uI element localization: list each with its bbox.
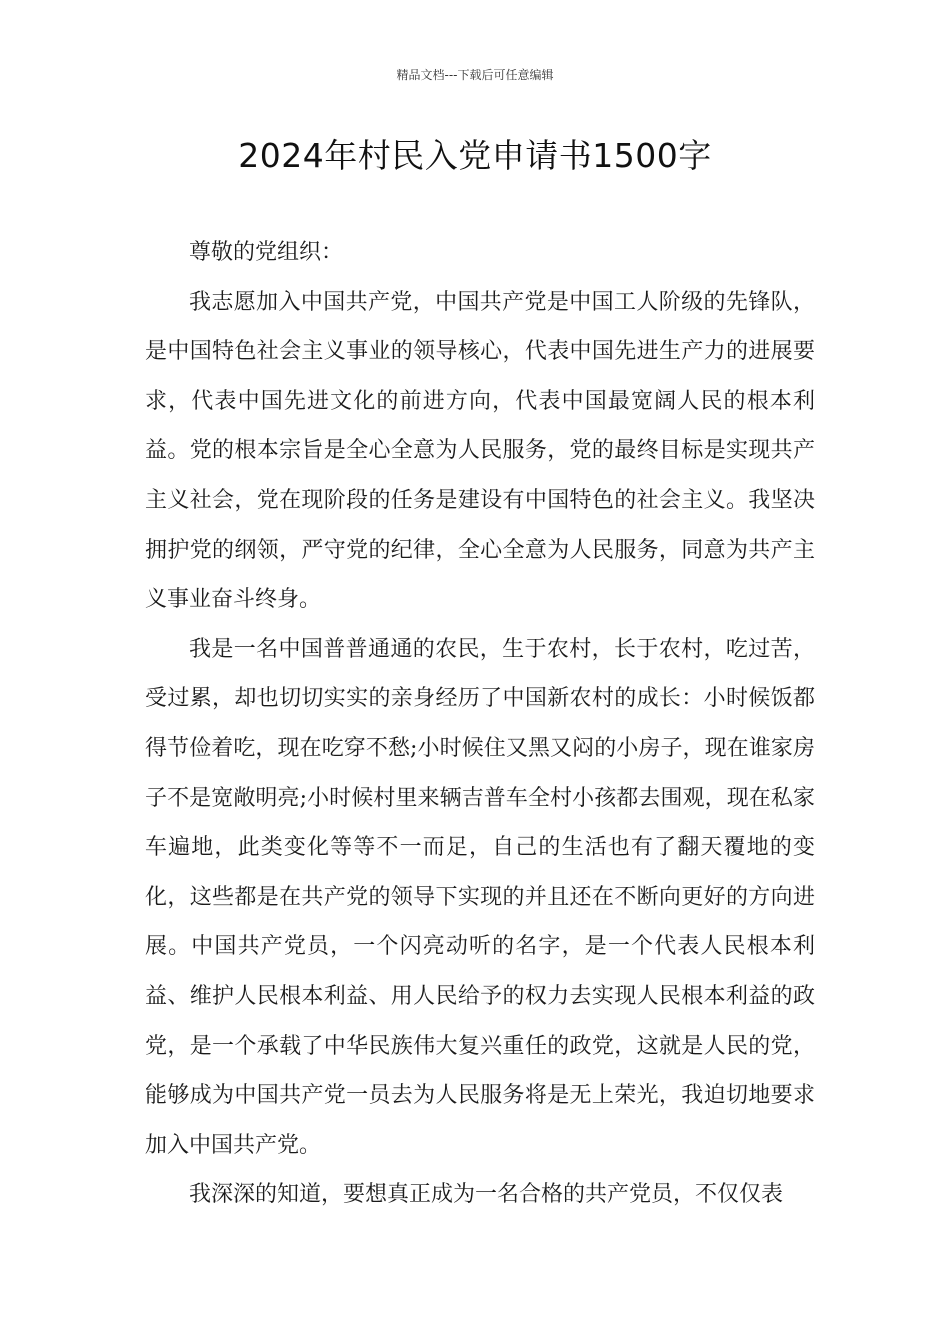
paragraph-2: 我是一名中国普普通通的农民，生于农村，长于农村，吃过苦，受过累，却也切切实实的亲身经历了中国新农村的成长：小时候饭都得节俭着吃，现在吃穿不愁;小时候住又黑又闷的小房子，现在谁家房子不是宽敞明亮;小时候村里来辆吉普车全村小孩都去围观，现在私家车遍地，此类变化等等不一而足，自己的生活也有了翻天覆地的变化，这些都是在共产党的领导下实现的并且还在不断向更好的方向进展。中国共产党员，一个闪亮动听的名字，是一个代表人民根本利益、维护人民根本利益、用人民给予的权力去实现人民根本利益的政党，是一个承载了中华民族伟大复兴重任的政党，这就是人民的党，能够成为中国共产党一员去为人民服务将是无上荣光，我迫切地要求加入中国共产党。 (145, 636, 815, 1158)
header-note: 精品文档---下载后可任意编辑 (396, 68, 554, 82)
paragraph-3: 我深深的知道，要想真正成为一名合格的共产党员，不仅仅表 (189, 1182, 784, 1208)
paragraph-1: 我志愿加入中国共产党，中国共产党是中国工人阶级的先锋队，是中国特色社会主义事业的领导核心，代表中国先进生产力的进展要求，代表中国先进文化的前进方向，代表中国最宽阔人民的根本利益。党的根本宗旨是全心全意为人民服务，党的最终目标是实现共产主义社会，党在现阶段的任务是建设有中国特色的社会主义。我坚决拥护党的纲领，严守党的纪律，全心全意为人民服务，同意为共产主义事业奋斗终身。 (145, 289, 815, 613)
document-title: 2024年村民入党申请书1500字 (238, 136, 712, 175)
document-body (145, 228, 815, 1220)
salutation: 尊敬的党组织： (189, 240, 344, 265)
